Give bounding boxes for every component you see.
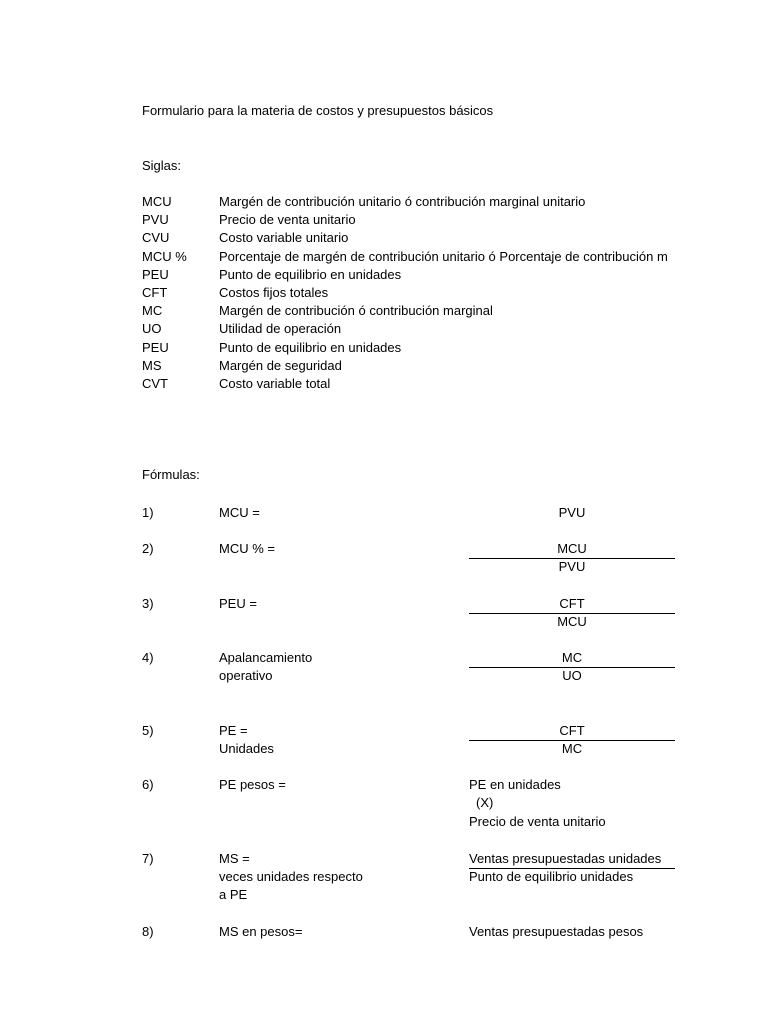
sigla-desc: Punto de equilibrio en unidades	[219, 340, 402, 355]
formula-label-line2: Unidades	[219, 741, 274, 756]
sigla-abbr: CVT	[142, 376, 168, 391]
formula-numerator: CFT	[559, 596, 585, 611]
sigla-abbr: MS	[142, 358, 162, 373]
formula-number: 6)	[142, 777, 154, 792]
sigla-desc: Precio de venta unitario	[219, 212, 356, 227]
sigla-desc: Margén de seguridad	[219, 358, 342, 373]
formula-denominator: MC	[561, 741, 583, 756]
formula-text-line1: Ventas presupuestadas pesos	[469, 924, 644, 939]
formula-label: MS en pesos=	[219, 924, 303, 939]
sigla-abbr: MCU	[142, 194, 172, 209]
formula-numerator: MCU	[557, 541, 587, 556]
formula-denominator: MCU	[557, 614, 587, 629]
sigla-abbr: MC	[142, 303, 163, 318]
sigla-desc: Margén de contribución ó contribución marginal	[219, 303, 493, 318]
formula-text-line2: (X)	[476, 795, 494, 810]
sigla-desc: Punto de equilibrio en unidades	[219, 267, 402, 282]
formula-denominator: UO	[562, 668, 582, 683]
formulas-heading: Fórmulas:	[142, 467, 200, 482]
formula-label: MCU % =	[219, 541, 275, 556]
formula-denominator: Punto de equilibrio unidades	[469, 869, 634, 884]
sigla-abbr: UO	[142, 321, 162, 336]
formula-number: 5)	[142, 723, 154, 738]
formula-text-line1: PE en unidades	[469, 777, 561, 792]
sigla-desc: Porcentaje de margén de contribución unitario ó Porcentaje de contribución m	[219, 249, 668, 264]
sigla-abbr: PEU	[142, 267, 169, 282]
formula-label-line2: operativo	[219, 668, 273, 683]
sigla-desc: Margén de contribución unitario ó contribución marginal unitario	[219, 194, 586, 209]
formula-numerator: CFT	[559, 723, 585, 738]
formula-number: 7)	[142, 851, 154, 866]
sigla-desc: Costo variable unitario	[219, 230, 349, 245]
formula-label: MS =	[219, 851, 250, 866]
formula-number: 1)	[142, 505, 154, 520]
formula-label: PEU =	[219, 596, 257, 611]
document-title: Formulario para la materia de costos y presupuestos básicos	[142, 103, 494, 118]
formula-label-line2: veces unidades respecto	[219, 869, 363, 884]
formula-number: 8)	[142, 924, 154, 939]
formula-numerator: MC	[561, 650, 583, 665]
formula-label: PE =	[219, 723, 248, 738]
formula-denominator: PVU	[558, 559, 586, 574]
formula-numerator: PVU	[558, 505, 586, 520]
sigla-desc: Utilidad de operación	[219, 321, 342, 336]
siglas-heading: Siglas:	[142, 158, 182, 173]
formula-label: PE pesos =	[219, 777, 286, 792]
sigla-abbr: PVU	[142, 212, 169, 227]
formula-label-line3: a PE	[219, 887, 248, 902]
formula-text-line3: Precio de venta unitario	[469, 814, 606, 829]
sigla-desc: Costo variable total	[219, 376, 331, 391]
sigla-abbr: CVU	[142, 230, 170, 245]
sigla-desc: Costos fijos totales	[219, 285, 329, 300]
formula-numerator: Ventas presupuestadas unidades	[469, 851, 662, 866]
sigla-abbr: MCU %	[142, 249, 187, 264]
formula-label: MCU =	[219, 505, 260, 520]
sigla-abbr: CFT	[142, 285, 168, 300]
formula-label: Apalancamiento	[219, 650, 313, 665]
formula-number: 4)	[142, 650, 154, 665]
formula-number: 3)	[142, 596, 154, 611]
sigla-abbr: PEU	[142, 340, 169, 355]
formula-number: 2)	[142, 541, 154, 556]
